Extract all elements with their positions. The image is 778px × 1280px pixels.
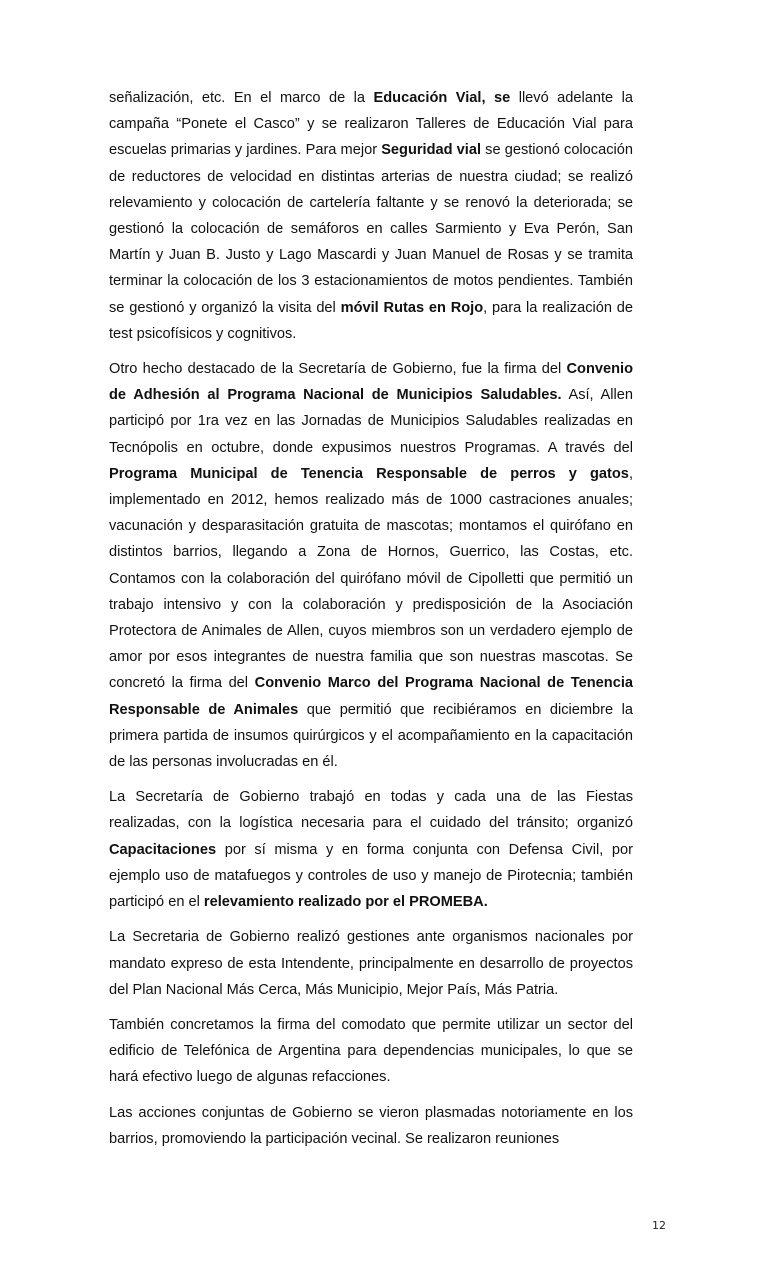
bold-text-run: Convenio de Adhesión al Programa Nacional de Municipios Saludables.: [109, 361, 633, 404]
text-run: señalización, etc. En el marco de la: [109, 90, 374, 106]
bold-text-run: Programa Municipal de Tenencia Responsable de perros y gatos: [109, 465, 629, 482]
paragraph-comodato: [109, 1012, 633, 1091]
bold-text-run: Capacitaciones: [109, 841, 217, 858]
paragraph-road-safety: [109, 85, 633, 347]
paragraph-festivals: [109, 784, 633, 915]
paragraph-joint-actions: [109, 1100, 633, 1152]
text-run: llevó adelante la campaña “Ponete el Casco” y se realizaron Talleres de Educación Vial para escuelas primarias y jardines. Para mejor: [109, 90, 634, 159]
paragraph-national-projects: [109, 924, 633, 1003]
text-run: Las acciones conjuntas de Gobierno se vieron plasmadas notoriamente en los barrios, promoviendo la participación vecinal. Se realizaron reuniones: [109, 1104, 633, 1147]
text-run: se gestionó colocación de reductores de velocidad en distintas arterias de nuestra ciudad; se realizó relevamiento y colocación de cartelería faltante y se renovó la deteriorada; se gestionó la colocación de semáforos en calles Sarmiento y Eva Perón, San Martín y Juan B. Justo y Lago Mascardi y Juan Manuel de Rosas y se tramita terminar la colocación de los 3 estacionamientos de motos pendientes. También se gestionó y organizó la visita del: [109, 142, 633, 316]
text-run: Así, Allen participó por 1ra vez en las Jornadas de Municipios Saludables realizadas en Tecnópolis en octubre, donde expusimos nuestros Programas. A través del: [109, 387, 633, 456]
page-number: 12: [652, 1219, 666, 1232]
bold-text-run: Educación Vial, se: [373, 90, 511, 106]
text-run: La Secretaría de Gobierno trabajó en todas y cada una de las Fiestas realizadas, con la logística necesaria para el cuidado del tránsito; organizó: [109, 789, 633, 832]
text-run: por sí misma y en forma conjunta con Defensa Civil, por ejemplo uso de matafuegos y controles de uso y manejo de Pirotecnia; también participó en el: [109, 841, 633, 911]
text-run: También concretamos la firma del comodato que permite utilizar un sector del edificio de Telefónica de Argentina para dependencias municipales, lo que se hará efectivo luego de algunas refacciones.: [109, 1016, 633, 1086]
bold-text-run: relevamiento realizado por el PROMEBA.: [203, 894, 488, 911]
text-run: La Secretaria de Gobierno realizó gestiones ante organismos nacionales por mandato expreso de esta Intendente, principalmente en desarrollo de proyectos del Plan Nacional Más Cerca, Más Municipio, Mejor País, Más Patria.: [109, 929, 633, 998]
bold-text-run: Seguridad vial: [381, 142, 482, 159]
text-run: Otro hecho destacado de la Secretaría de Gobierno, fue la firma del: [109, 361, 567, 378]
document-body: [109, 85, 633, 1161]
text-run: , implementado en 2012, hemos realizado más de 1000 castraciones anuales; vacunación y desparasitación gratuita de mascotas; montamos el quirófano en distintos barrios, llegando a Zona de Hornos, Guerrico, las Costas, etc. Contamos con la colaboración del quirófano móvil de Cipolletti que permitió un trabajo intensivo y con la colaboración y predisposición de la Asociación Protectora de Animales de Allen, cuyos miembros son un verdadero ejemplo de amor por esos integrantes de nuestra familia que son nuestras mascotas. Se concretó la firma del: [109, 465, 633, 692]
bold-text-run: móvil Rutas en Rojo: [340, 299, 484, 316]
paragraph-healthy-municipalities: [109, 356, 633, 775]
bold-text-run: Convenio Marco del Programa Nacional de Tenencia Responsable de Animales: [109, 675, 633, 718]
text-run: , para la realización de test psicofísicos y cognitivos.: [109, 299, 634, 342]
text-run: que permitió que recibiéramos en diciembre la primera partida de insumos quirúrgicos y el acompañamiento en la capacitación de las personas involucradas en él.: [109, 701, 633, 771]
